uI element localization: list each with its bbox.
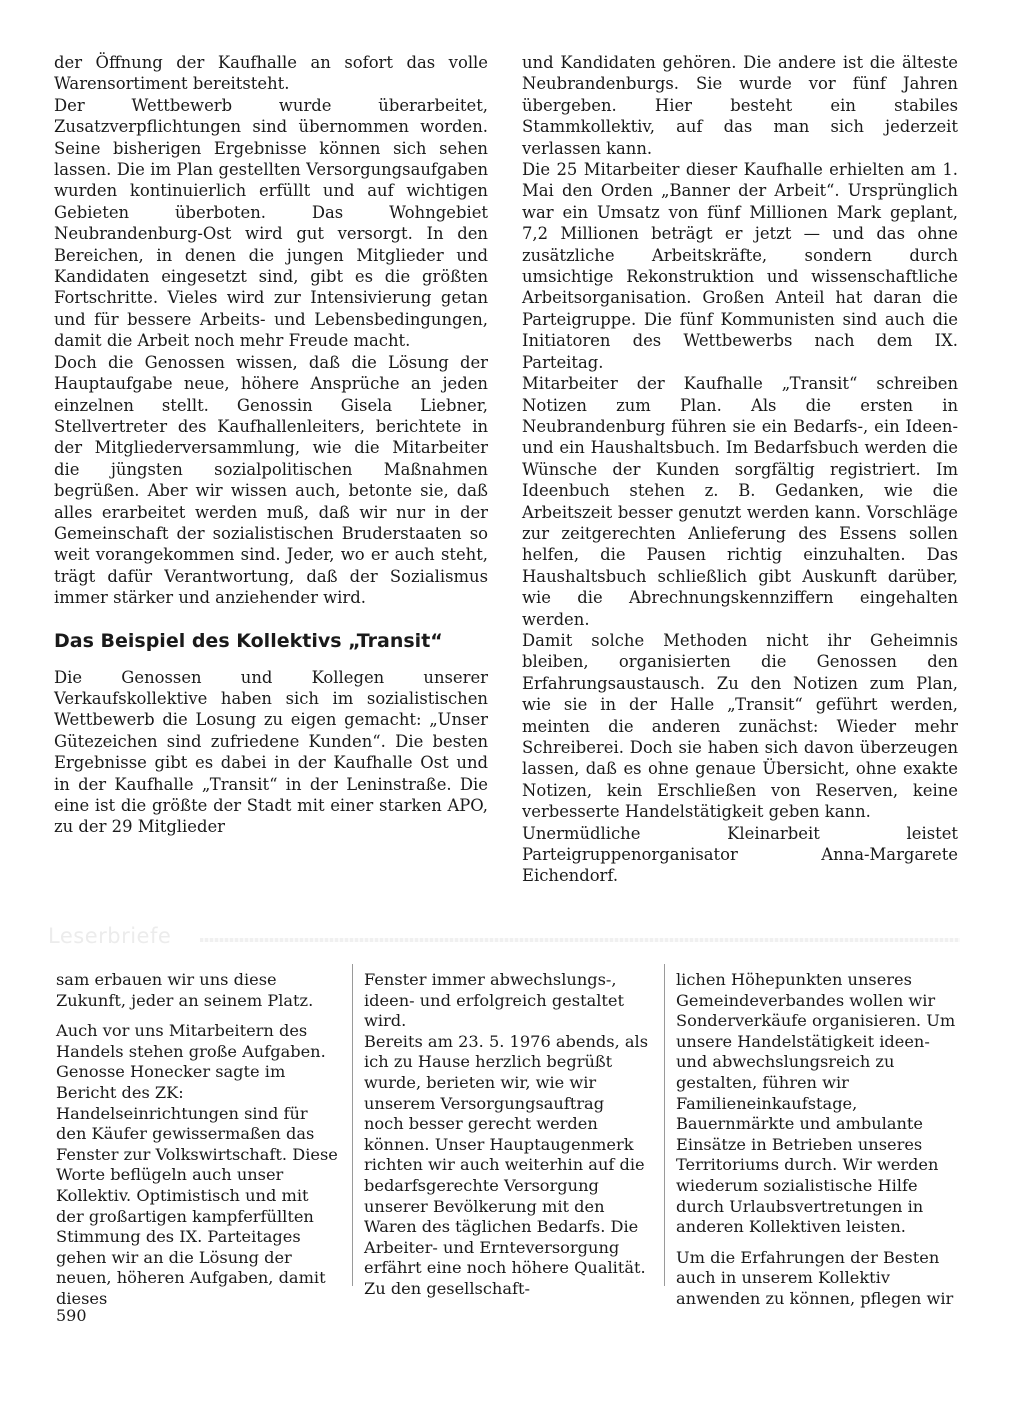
letter-paragraph: Fenster immer abwechslungs-, ideen- und erfolgreich gestaltet wird.	[364, 970, 624, 1031]
letters-column-2	[364, 970, 648, 1300]
article-paragraph: der Öffnung der Kaufhalle an sofort das volle Warensortiment bereitsteht.	[54, 53, 488, 94]
article-paragraph: Unermüdliche Kleinarbeit leistet Parteigruppenorganisator Anna-Margarete Eichendorf.	[522, 823, 958, 886]
letters-column-1	[56, 970, 340, 1310]
article-paragraph: Mitarbeiter der Kaufhalle „Transit“ schreiben Notizen zum Plan. Als die ersten in Neubrandenburg führen sie ein Bedarfs-, ein Ideen- und ein Haushaltsbuch. Im Bedarfsbuch werden die Wünsche der Kunden sorgfältig registriert. Im Ideenbuch stehen z. B. Gedanken, wie die Arbeitszeit besser genutzt werden kann. Vorschläge zur zeitgerechten Anlieferung des Essens sollen helfen, die Pausen richtig einzuhalten. Das Haushaltsbuch schließlich gibt Auskunft darüber, wie die Abrechnungskennziffern eingehalten werden.	[522, 374, 958, 629]
letters-column-3	[676, 970, 958, 1310]
section-heading: Das Beispiel des Kollektivs „Transit“	[54, 629, 443, 652]
article-paragraph: Die Genossen und Kollegen unserer Verkaufskollektive haben sich im sozialistischen Wettbewerb die Losung zu eigen gemacht: „Unser Gütezeichen sind zufriedene Kunden“. Die besten Ergebnisse gibt es dabei in der Kaufhalle Ost und in der Kaufhalle „Transit“ in der Leninstraße. Die eine ist die größte der Stadt mit einer starken APO, zu der 29 Mitglieder	[54, 667, 488, 837]
letter-paragraph: Bereits am 23. 5. 1976 abends, als ich zu Hause herzlich begrüßt wurde, berieten wir, wie wir unserem Versorgungsauftrag noch besser gerecht werden können. Unser Hauptaugenmerk richten wir auch weiterhin auf die bedarfsgerechte Versorgung unserer Bevölkerung mit den Waren des täglichen Bedarfs. Die Arbeiter- und Ernteversorgung erfährt eine noch höhere Qualität. Zu den gesellschaft-	[364, 1031, 649, 1298]
article-paragraph: Damit solche Methoden nicht ihr Geheimnis bleiben, organisierten die Genossen den Erfahrungsaustausch. Zu den Notizen zum Plan, wie sie in der Halle „Transit“ geführt werden, meinten die anderen zunächst: Wieder mehr Schreiberei. Doch sie haben sich davon überzeugen lassen, daß es ohne genaue Übersicht, ohne exakte Notizen, kein Erschließen von Reserven, keine verbesserte Handelstätigkeit geben kann.	[522, 630, 958, 822]
article-paragraph: und Kandidaten gehören. Die andere ist die älteste Neubrandenburgs. Sie wurde vor fünf Jahren übergeben. Hier besteht ein stabiles Stammkollektiv, auf das man sich jederzeit verlassen kann.	[522, 53, 958, 158]
letter-paragraph: lichen Höhepunkten unseres Gemeindeverbandes wollen wir Sonderverkäufe organisieren. Um unsere Handelstätigkeit ideen- und abwechslungsreich zu gestalten, führen wir Familieneinkaufstage, Bauernmärkte und ambulante Einsätze in Betrieben unseres Territoriums durch. Wir werden wiederum sozialistische Hilfe durch Urlaubsvertretungen in anderen Kollektiven leisten.	[676, 970, 956, 1237]
letters-section-header	[48, 922, 960, 956]
section-rule	[200, 938, 960, 942]
article-column-right	[522, 52, 958, 887]
letter-paragraph: sam erbauen wir uns diese Zukunft, jeder an seinem Platz.	[56, 970, 314, 1010]
article-paragraph: Die 25 Mitarbeiter dieser Kaufhalle erhielten am 1. Mai den Orden „Banner der Arbeit“. Ursprünglich war ein Umsatz von fünf Millionen Mark geplant, 7,2 Millionen beträgt er jetzt — und das ohne zusätzliche Arbeitskräfte, sondern durch umsichtige Rekonstruktion und wissenschaftliche Arbeitsorganisation. Großen Anteil hat daran die Parteigruppe. Die fünf Kommunisten sind auch die Initiatoren des Wettbewerbs nach dem IX. Parteitag.	[522, 160, 958, 372]
column-divider	[664, 964, 665, 1286]
letter-paragraph: Um die Erfahrungen der Besten auch in unserem Kollektiv anwenden zu können, pflegen wir	[676, 1247, 954, 1308]
article-paragraph: Doch die Genossen wissen, daß die Lösung der Hauptaufgabe neue, höhere Ansprüche an jeden einzelnen stellt. Genossin Gisela Liebner, Stellvertreter des Kaufhallenleiters, berichtete in der Mitgliederversammlung, wie die Mitarbeiter die jüngsten sozialpolitischen Maßnahmen begrüßen. Aber wir wissen auch, betonte sie, daß alles erarbeitet werden muß, daß wir nur in der Gemeinschaft der sozialistischen Bruderstaaten so weit vorangekommen sind. Jeder, wo er auch steht, trägt dafür Verantwortung, daß der Sozialismus immer stärker und anziehender wird.	[54, 352, 488, 608]
article-column-left	[54, 52, 488, 838]
letter-paragraph: Auch vor uns Mitarbeitern des Handels stehen große Aufgaben. Genosse Honecker sagte im Bericht des ZK: Handelseinrichtungen sind für den Käufer gewissermaßen das Fenster zur Volkswirtschaft. Diese Worte beflügeln auch unser Kollektiv. Optimistisch und mit der großartigen kampferfüllten Stimmung des IX. Parteitages gehen wir an die Lösung der neuen, höheren Aufgaben, damit dieses	[56, 1021, 338, 1308]
section-label: Leserbriefe	[48, 924, 172, 948]
page-number: 590	[56, 1306, 87, 1325]
article-paragraph: Der Wettbewerb wurde überarbeitet, Zusatzverpflichtungen sind übernommen worden. Seine bisherigen Ergebnisse können sich sehen lassen. Die im Plan gestellten Versorgungsaufgaben wurden kontinuierlich erfüllt und auf wichtigen Gebieten überboten. Das Wohngebiet Neubrandenburg-Ost wird gut versorgt. In den Bereichen, in denen die jungen Mitglieder und Kandidaten eingesetzt sind, gibt es die größten Fortschritte. Vieles wird zur Intensivierung getan und für bessere Arbeits- und Lebensbedingungen, damit die Arbeit noch mehr Freude macht.	[54, 95, 488, 351]
column-divider	[352, 964, 353, 1286]
